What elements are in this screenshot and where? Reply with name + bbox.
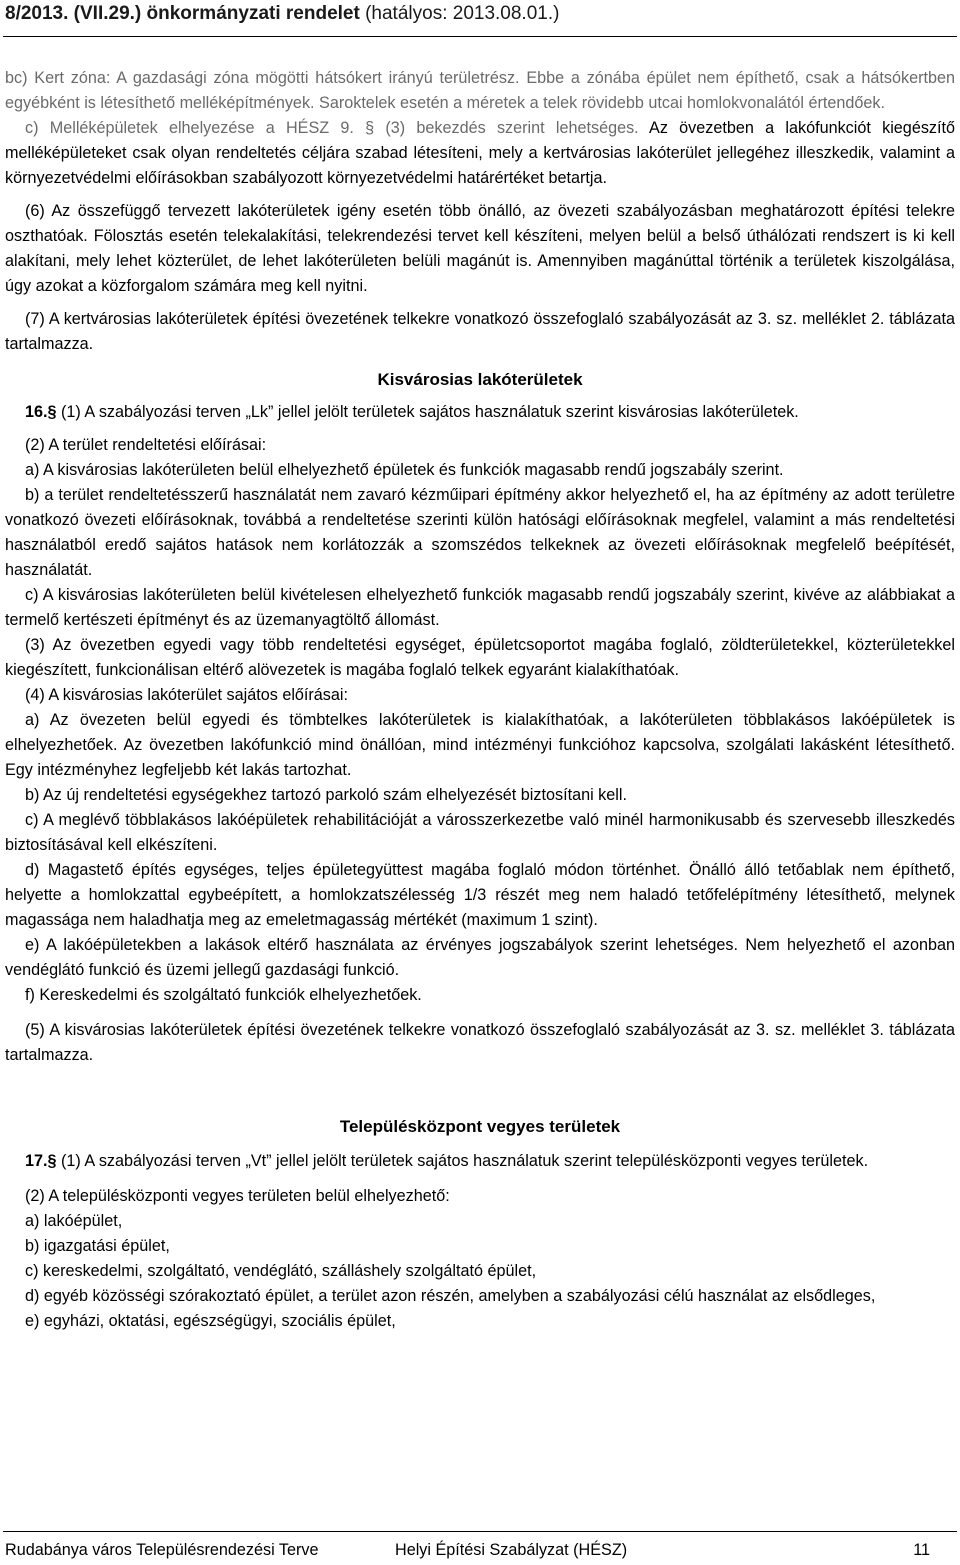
header-effective-date: (hatályos: 2013.08.01.) xyxy=(365,3,560,24)
paragraph-c-rest: Az övezetben a lakófunkciót kiegészítő melléképületeket csak olyan rendeltetés céljára szabad létesíteni, mely a kertvárosias lakóterület jellegéhez illeszkedik, valamint a környezetvédelmi előírásokban szabályozott környezetvédelmi határértéket betartja. xyxy=(5,119,956,187)
section-16-symbol: § xyxy=(47,403,57,421)
paragraph-c xyxy=(5,116,955,191)
paragraph-6: (6) Az összefüggő tervezett lakóterületek igény esetén több önálló, az övezeti szabályozásban meghatározott építési telekre oszthatóak. Fölosztás esetén telekalakítási, telekrendezési tervet kell készíteni, melyen belül a belső úthálózati rendszert is ki kell alakítani, mely lehet közterület, de lehet lakóterületen belüli magánút is. Amennyiben magánúttal történik a területek kiszolgálása, úgy azokat a közforgalom számára meg kell nyitni. xyxy=(5,202,955,295)
section-17-paragraph-1 xyxy=(5,1149,955,1174)
list-item: e) egyházi, oktatási, egészségügyi, szociális épület, xyxy=(25,1312,396,1330)
paragraph-7: (7) A kertvárosias lakóterületek építési övezetének telkekre vonatkozó összefoglaló szabályozását az 3. sz. melléklet 2. táblázata tartalmazza. xyxy=(5,310,955,353)
section-17-list xyxy=(5,1209,955,1334)
list-item: b) igazgatási épület, xyxy=(25,1237,170,1255)
paragraph-c-gray: c) Melléképületek elhelyezése a HÉSZ 9. § (3) bekezdés szerint lehetséges. xyxy=(25,119,639,137)
header-divider xyxy=(3,36,957,37)
paragraph-bc: bc) Kert zóna: A gazdasági zóna mögötti hátsókert irányú területrész. Ebbe a zónába épület nem építhető, csak a hátsókertben egyébként is létesíthető melléképítmények. Saroktelek esetén a méretek a telek rövidebb utcai homlokvonalától értendőek. xyxy=(5,69,955,112)
section-title-kisvarosias: Kisvárosias lakóterületek xyxy=(377,370,583,389)
section-title-telepuleskozpont: Településközpont vegyes területek xyxy=(339,1117,621,1136)
section-17-paragraph-2: (2) A településközponti vegyes területen belül elhelyezhető: xyxy=(25,1187,450,1205)
footer-plan-name: Rudabánya város Településrendezési Terve xyxy=(5,1541,319,1559)
section-17-number: 17. xyxy=(25,1152,48,1170)
section-16-paragraph-4b: b) Az új rendeltetési egységekhez tartozó parkoló szám elhelyezését biztosítani kell. xyxy=(25,786,627,804)
section-16-paragraph-4d: d) Magastető építés egységes, teljes épületegyüttest magába foglaló módon történhet. Önálló álló tetőablak nem építhető, helyette a homlokzattal egybeépített, a homlokzatszélesség 1/3 részét meg nem haladó tetőfelépítmény létesíthető, melynek magassága nem haladhatja meg az emeletmagasság mértékét (maximum 1 szint). xyxy=(5,861,955,929)
section-16-text-1: (1) A szabályozási terven „Lk” jellel jelölt területek sajátos használatuk szerint kisvárosias lakóterületek. xyxy=(56,403,799,421)
section-16-paragraph-5: (5) A kisvárosias lakóterületek építési övezetének telkekre vonatkozó összefoglaló szabályozását az 3. sz. melléklet 3. táblázata tartalmazza. xyxy=(5,1021,955,1064)
section-16-paragraph-4e: e) A lakóépületekben a lakások eltérő használata az érvényes jogszabályok szerint lehetséges. Nem helyezhető el azonban vendéglátó funkció és üzemi jellegű gazdasági funkció. xyxy=(5,936,955,979)
header-title: 8/2013. (VII.29.) önkormányzati rendelet xyxy=(5,3,360,24)
section-16-paragraph-1 xyxy=(5,400,955,425)
footer-regulation-name: Helyi Építési Szabályzat (HÉSZ) xyxy=(395,1541,628,1559)
list-item: a) lakóépület, xyxy=(25,1212,123,1230)
page-header xyxy=(5,3,559,25)
section-16-paragraph-4f: f) Kereskedelmi és szolgáltató funkciók elhelyezhetőek. xyxy=(25,986,422,1004)
section-17-text-1: (1) A szabályozási terven „Vt” jellel jelölt területek sajátos használatuk szerint településközponti vegyes területek. xyxy=(56,1152,869,1170)
section-17-symbol: § xyxy=(47,1152,57,1170)
section-16-paragraph-2a: a) A kisvárosias lakóterületen belül elhelyezhető épületek és funkciók magasabb rendű jogszabály szerint. xyxy=(25,461,784,479)
section-16-paragraph-4a: a) Az övezeten belül egyedi és tömbtelkes lakóterületek is kialakíthatóak, a lakóterületen többlakásos lakóépületek is elhelyezhetőek. Az övezetben lakófunkció mind önállóan, mind intézményi funkcióhoz kapcsolva, szolgálati lakásként létesíthető. Egy intézményhez legfeljebb két lakás tartozhat. xyxy=(5,711,955,779)
section-16-paragraph-2c: c) A kisvárosias lakóterületen belül kivételesen elhelyezhető funkciók magasabb rendű jogszabály szerint, kivéve az alábbiakat a termelő kertészeti építményt és az üzemanyagtöltő állomást. xyxy=(5,586,955,629)
footer-divider xyxy=(3,1531,957,1532)
list-item: c) kereskedelmi, szolgáltató, vendéglátó, szálláshely szolgáltató épület, xyxy=(25,1262,537,1280)
document-body xyxy=(5,66,955,1334)
section-16-number: 16. xyxy=(25,403,48,421)
section-16-paragraph-2: (2) A terület rendeltetési előírásai: xyxy=(25,436,267,454)
section-16-paragraph-4c: c) A meglévő többlakásos lakóépületek rehabilitációját a városszerkezetbe való minél harmonikusabb és szervesebb illeszkedés biztosításával kell elkészíteni. xyxy=(5,811,955,854)
section-16-paragraph-3: (3) Az övezetben egyedi vagy több rendeltetési egységet, épületcsoportot magába foglaló, zöldterületekkel, közterületekkel kiegészített, funkcionálisan eltérő alövezetek is magába foglaló telkek egyaránt kialakíthatóak. xyxy=(5,636,955,679)
footer-page-number: 11 xyxy=(913,1541,930,1559)
list-item: d) egyéb közösségi szórakoztató épület, a terület azon részén, amelyben a szabályozási célú használat az elsődleges, xyxy=(25,1287,876,1305)
section-16-paragraph-2b: b) a terület rendeltetésszerű használatát nem zavaró kézműipari építmény akkor helyezhető el, ha az építmény az adott területre vonatkozó övezeti előírásoknak, továbbá a rendeltetése szerinti külön hatósági előírásoknak megfelel, valamint a más rendeltetési használatból eredő sajátos hatások nem korlátozzák a szomszédos telkeknek az övezeti előírásoknak megfelelő beépítését, használatát. xyxy=(5,486,955,579)
section-16-paragraph-4: (4) A kisvárosias lakóterület sajátos előírásai: xyxy=(25,686,348,704)
